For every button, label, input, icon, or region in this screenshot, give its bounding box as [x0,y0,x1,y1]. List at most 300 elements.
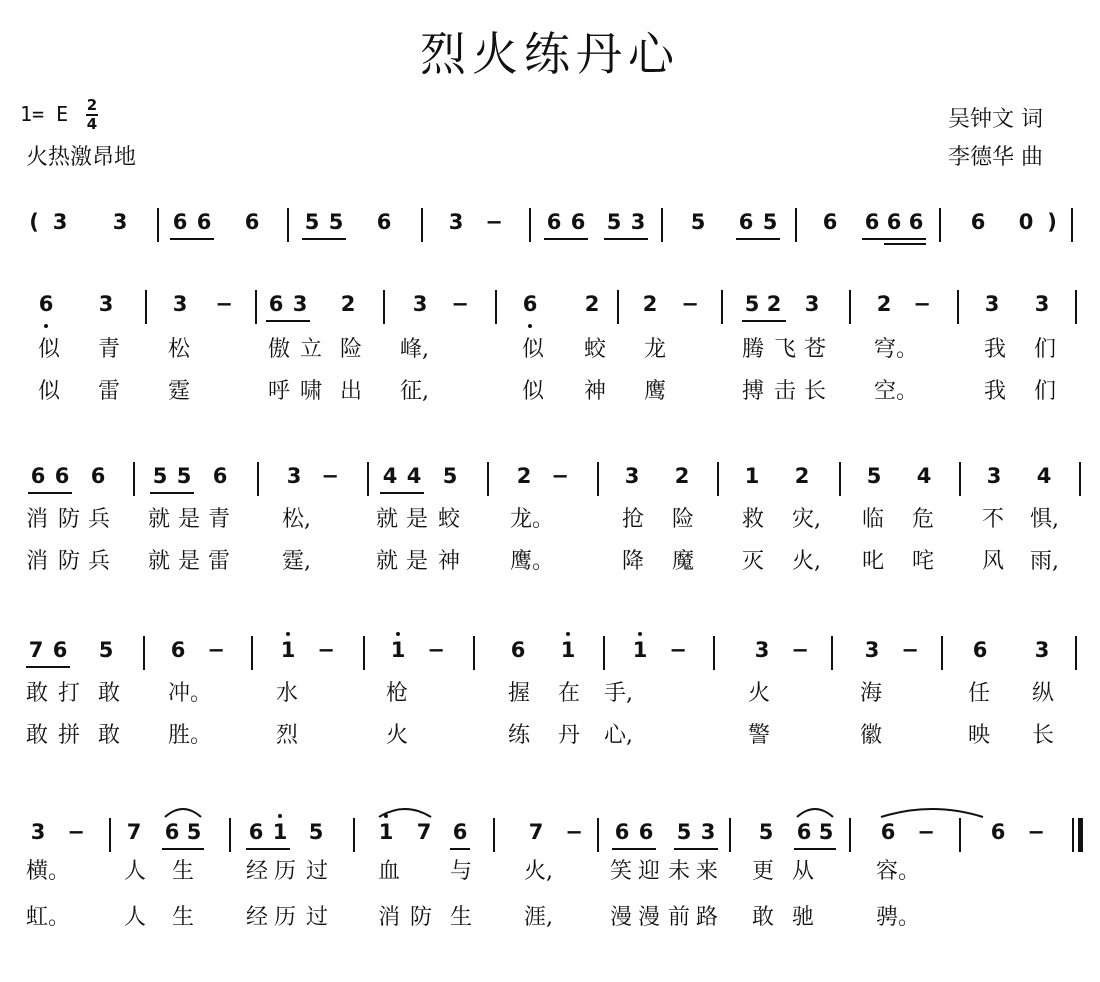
note: 4 [406,464,422,488]
note: 5 [758,820,774,844]
lyric-char: 灭 [742,549,765,574]
lyric-char: 握 [508,681,531,706]
octave-dot-above [638,632,642,636]
note: 2 [674,464,690,488]
note: − [917,820,935,844]
lyric-char: 过 [306,905,329,930]
note: − [317,638,335,662]
lyric-char: 松 [168,337,191,362]
note: 6 [212,464,228,488]
lyric-char: 似 [522,379,545,404]
note: 6 [886,210,902,234]
note: 2 [876,292,892,316]
note: 3 [984,292,1000,316]
barline [229,818,231,852]
note: 5 [304,210,320,234]
barline [145,290,147,324]
barline [729,818,731,852]
note: 6 [268,292,284,316]
lyric-char: 拼 [58,723,81,748]
note: 6 [244,210,260,234]
lyricist-credit: 吴钟文 词 [948,107,1043,132]
barline [363,636,365,670]
note: ) [1047,210,1057,234]
lyric-char: 雷 [208,549,231,574]
note: − [669,638,687,662]
lyric-char: 骋。 [876,905,921,930]
lyric-char: 经 [246,905,269,930]
lyric-char: 松, [282,507,311,532]
beam-underline [674,848,718,850]
lyric-char: 魔 [672,549,695,574]
note: 6 [170,638,186,662]
lyric-char: 更 [752,859,775,884]
barline [287,208,289,242]
note: 6 [54,464,70,488]
lyric-char: 人 [124,859,147,884]
lyric-char: 是 [406,507,429,532]
lyric-char: 虹。 [26,905,71,930]
barline [133,462,135,496]
note: − [565,820,583,844]
lyric-char: 灾, [792,507,821,532]
lyric-char: 啸 [300,379,323,404]
barline [421,208,423,242]
melody-row-4 [0,636,1100,676]
lyric-char: 防 [410,905,433,930]
note: − [215,292,233,316]
lyric-char: 抢 [622,507,645,532]
lyric-char: 生 [172,905,195,930]
lyric-char: 龙。 [510,507,555,532]
lyric-char: 迎 [638,859,661,884]
note: − [485,210,503,234]
lyric-char: 涯, [524,905,553,930]
lyric-char: 任 [968,681,991,706]
lyric-char: 飞 [774,337,797,362]
lyric-char: 险 [672,507,695,532]
barline [831,636,833,670]
lyric-char: 与 [450,859,473,884]
barline [941,636,943,670]
time-signature-bottom: 4 [86,115,98,133]
note: 6 [972,638,988,662]
note: 3 [52,210,68,234]
lyric-char: 生 [450,905,473,930]
lyric-char: 人 [124,905,147,930]
lyric-char: 们 [1034,379,1057,404]
note: 5 [762,210,778,234]
note: 1 [272,820,288,844]
lyric-line-verse-1 [0,858,1100,888]
beam-underline [246,848,290,850]
barline [839,462,841,496]
note: 3 [864,638,880,662]
lyric-char: 敢 [98,681,121,706]
lyric-char: 敢 [26,681,49,706]
lyric-char: 胜。 [168,723,213,748]
lyric-char: 生 [172,859,195,884]
lyric-char: 路 [696,905,719,930]
beam-underline-double [884,243,926,245]
note: 6 [452,820,468,844]
lyric-char: 映 [968,723,991,748]
tempo-marking: 火热激昂地 [26,145,137,170]
lyric-char: 呼 [268,379,291,404]
lyric-char: 苍 [804,337,827,362]
lyric-char: 鹰。 [510,549,555,574]
note: 7 [528,820,544,844]
beam-underline [612,848,656,850]
note: 6 [822,210,838,234]
note: 5 [186,820,202,844]
lyric-char: 敢 [752,905,775,930]
note: 1 [744,464,760,488]
note: 6 [52,638,68,662]
barline [939,208,941,242]
note: 3 [1034,638,1050,662]
barline [487,462,489,496]
beam-underline [794,848,836,850]
barline [617,290,619,324]
barline [1075,290,1077,324]
note: 3 [98,292,114,316]
lyric-char: 防 [58,549,81,574]
barline [603,636,605,670]
note: 2 [766,292,782,316]
note: 2 [794,464,810,488]
note: 3 [172,292,188,316]
barline [143,636,145,670]
note: 5 [328,210,344,234]
beam-underline [150,492,194,494]
octave-dot-below [44,324,48,328]
note: 3 [286,464,302,488]
note: 3 [804,292,820,316]
lyric-char: 横。 [26,859,71,884]
lyric-char: 消 [378,905,401,930]
lyric-char: 来 [696,859,719,884]
final-barline-thick [1078,818,1083,852]
beam-underline [266,320,310,322]
note: 6 [38,292,54,316]
lyric-char: 丹 [558,723,581,748]
note: 3 [412,292,428,316]
lyric-char: 枪 [386,681,409,706]
lyric-char: 似 [38,337,61,362]
final-barline [1072,818,1074,852]
lyric-char: 未 [668,859,691,884]
note: 3 [292,292,308,316]
lyric-char: 海 [860,681,883,706]
lyric-char: 霆, [282,549,311,574]
note: 6 [248,820,264,844]
barline [529,208,531,242]
lyric-char: 从 [792,859,815,884]
note: − [207,638,225,662]
note: 6 [196,210,212,234]
note: − [913,292,931,316]
lyric-char: 似 [38,379,61,404]
lyric-char: 敢 [26,723,49,748]
lyric-line-verse-1 [0,336,1100,366]
lyric-char: 鹰 [644,379,667,404]
note: 2 [642,292,658,316]
note: 3 [986,464,1002,488]
barline [255,290,257,324]
lyric-char: 降 [622,549,645,574]
lyric-char: 警 [748,723,771,748]
note: 5 [176,464,192,488]
barline [157,208,159,242]
lyric-char: 霆 [168,379,191,404]
note: − [901,638,919,662]
slur-arc [378,804,432,818]
barline [353,818,355,852]
note: 3 [700,820,716,844]
lyric-char: 兵 [88,549,111,574]
barline [597,462,599,496]
barline [957,290,959,324]
note: 3 [630,210,646,234]
lyric-char: 咤 [912,549,935,574]
note: − [791,638,809,662]
barline [1079,462,1081,496]
note: 3 [112,210,128,234]
beam-underline [450,848,470,850]
note: − [451,292,469,316]
barline [661,208,663,242]
note: 6 [908,210,924,234]
barline [713,636,715,670]
lyric-char: 消 [26,507,49,532]
lyric-char: 出 [340,379,363,404]
note: − [67,820,85,844]
lyric-char: 驰 [792,905,815,930]
note: 6 [522,292,538,316]
melody-row-3 [0,462,1100,502]
barline [495,290,497,324]
beam-underline [862,238,926,240]
note: − [321,464,339,488]
lyric-char: 腾 [742,337,765,362]
lyric-char: 容。 [876,859,921,884]
note: 3 [30,820,46,844]
barline [383,290,385,324]
note: 6 [738,210,754,234]
beam-underline [544,238,588,240]
lyric-char: 危 [912,507,935,532]
note: 3 [754,638,770,662]
barline [493,818,495,852]
lyric-char: 火, [524,859,553,884]
lyric-char: 漫 [638,905,661,930]
lyric-char: 漫 [610,905,633,930]
lyric-char: 不 [982,507,1005,532]
note: 6 [30,464,46,488]
slur-arc [796,804,834,818]
note: 6 [864,210,880,234]
lyric-char: 防 [58,507,81,532]
barline [959,462,961,496]
key-signature: 1= E [20,102,69,126]
note: 6 [638,820,654,844]
lyric-char: 在 [558,681,581,706]
lyric-char: 是 [406,549,429,574]
barline [597,818,599,852]
lyric-char: 临 [862,507,885,532]
note: 1 [560,638,576,662]
lyric-char: 心, [604,723,633,748]
lyric-char: 立 [300,337,323,362]
note: − [1027,820,1045,844]
barline [473,636,475,670]
lyric-char: 穹。 [874,337,919,362]
lyric-char: 风 [982,549,1005,574]
octave-dot-above [278,814,282,818]
lyric-char: 长 [804,379,827,404]
note: 1 [378,820,394,844]
lyric-char: 火 [748,681,771,706]
lyric-char: 血 [378,859,401,884]
note: 5 [98,638,114,662]
song-title: 烈火练丹心 [420,27,680,81]
beam-underline [170,238,214,240]
lyric-char: 徽 [860,723,883,748]
note: − [681,292,699,316]
note: 6 [990,820,1006,844]
lyric-line-verse-1 [0,506,1100,536]
lyric-char: 打 [58,681,81,706]
lyric-char: 经 [246,859,269,884]
note: 5 [152,464,168,488]
note: 2 [516,464,532,488]
lyric-char: 们 [1034,337,1057,362]
lyric-char: 惧, [1030,507,1059,532]
lyric-line-verse-2 [0,722,1100,752]
note: 4 [382,464,398,488]
time-signature-top: 2 [86,96,98,114]
note: 0 [1018,210,1034,234]
lyric-char: 蛟 [438,507,461,532]
lyric-char: 傲 [268,337,291,362]
note: 6 [90,464,106,488]
note: 5 [606,210,622,234]
lyric-char: 神 [584,379,607,404]
barline [721,290,723,324]
barline [849,290,851,324]
note: 5 [866,464,882,488]
lyric-line-verse-2 [0,378,1100,408]
note: 1 [280,638,296,662]
lyric-line-verse-2 [0,548,1100,578]
lyric-line-verse-2 [0,904,1100,934]
barline [109,818,111,852]
lyric-char: 兵 [88,507,111,532]
barline [251,636,253,670]
octave-dot-below [528,324,532,328]
note: 6 [880,820,896,844]
lyric-char: 险 [340,337,363,362]
barline [257,462,259,496]
note: 7 [416,820,432,844]
lyric-char: 历 [274,905,297,930]
melody-row-5 [0,818,1100,858]
lyric-char: 冲。 [168,681,213,706]
lyric-char: 似 [522,337,545,362]
lyric-char: 青 [98,337,121,362]
barline [795,208,797,242]
lyric-char: 我 [984,337,1007,362]
barline [1071,208,1073,242]
lyric-char: 青 [208,507,231,532]
note: 5 [818,820,834,844]
beam-underline [742,320,786,322]
lyric-char: 火, [792,549,821,574]
slur-arc [164,804,202,818]
note: 2 [340,292,356,316]
note: 6 [546,210,562,234]
lyric-char: 手, [604,681,633,706]
octave-dot-above [396,632,400,636]
lyric-char: 前 [668,905,691,930]
lyric-line-verse-1 [0,680,1100,710]
note: 6 [376,210,392,234]
slur-arc [880,804,984,818]
note: 5 [442,464,458,488]
note: 5 [744,292,760,316]
barline [717,462,719,496]
lyric-char: 是 [178,507,201,532]
note: 5 [676,820,692,844]
barline [849,818,851,852]
note: 6 [164,820,180,844]
note: 6 [970,210,986,234]
lyric-char: 就 [148,507,171,532]
lyric-char: 龙 [644,337,667,362]
lyric-char: 击 [774,379,797,404]
note: 1 [632,638,648,662]
lyric-char: 火 [386,723,409,748]
beam-underline [604,238,648,240]
lyric-char: 就 [376,549,399,574]
lyric-char: 练 [508,723,531,748]
lyric-char: 蛟 [584,337,607,362]
melody-row-intro [0,208,1100,248]
note: 6 [510,638,526,662]
note: − [427,638,445,662]
note: 5 [690,210,706,234]
note: 2 [584,292,600,316]
note: 6 [172,210,188,234]
barline [367,462,369,496]
beam-underline [302,238,346,240]
octave-dot-above [566,632,570,636]
lyric-char: 搏 [742,379,765,404]
lyric-char: 就 [376,507,399,532]
lyric-char: 空。 [874,379,919,404]
note: ( [29,210,39,234]
beam-underline [380,492,424,494]
note: 3 [1034,292,1050,316]
note: 6 [796,820,812,844]
beam-underline [26,666,70,668]
lyric-char: 烈 [276,723,299,748]
note: 7 [28,638,44,662]
note: 7 [126,820,142,844]
lyric-char: 纵 [1032,681,1055,706]
lyric-char: 救 [742,507,765,532]
